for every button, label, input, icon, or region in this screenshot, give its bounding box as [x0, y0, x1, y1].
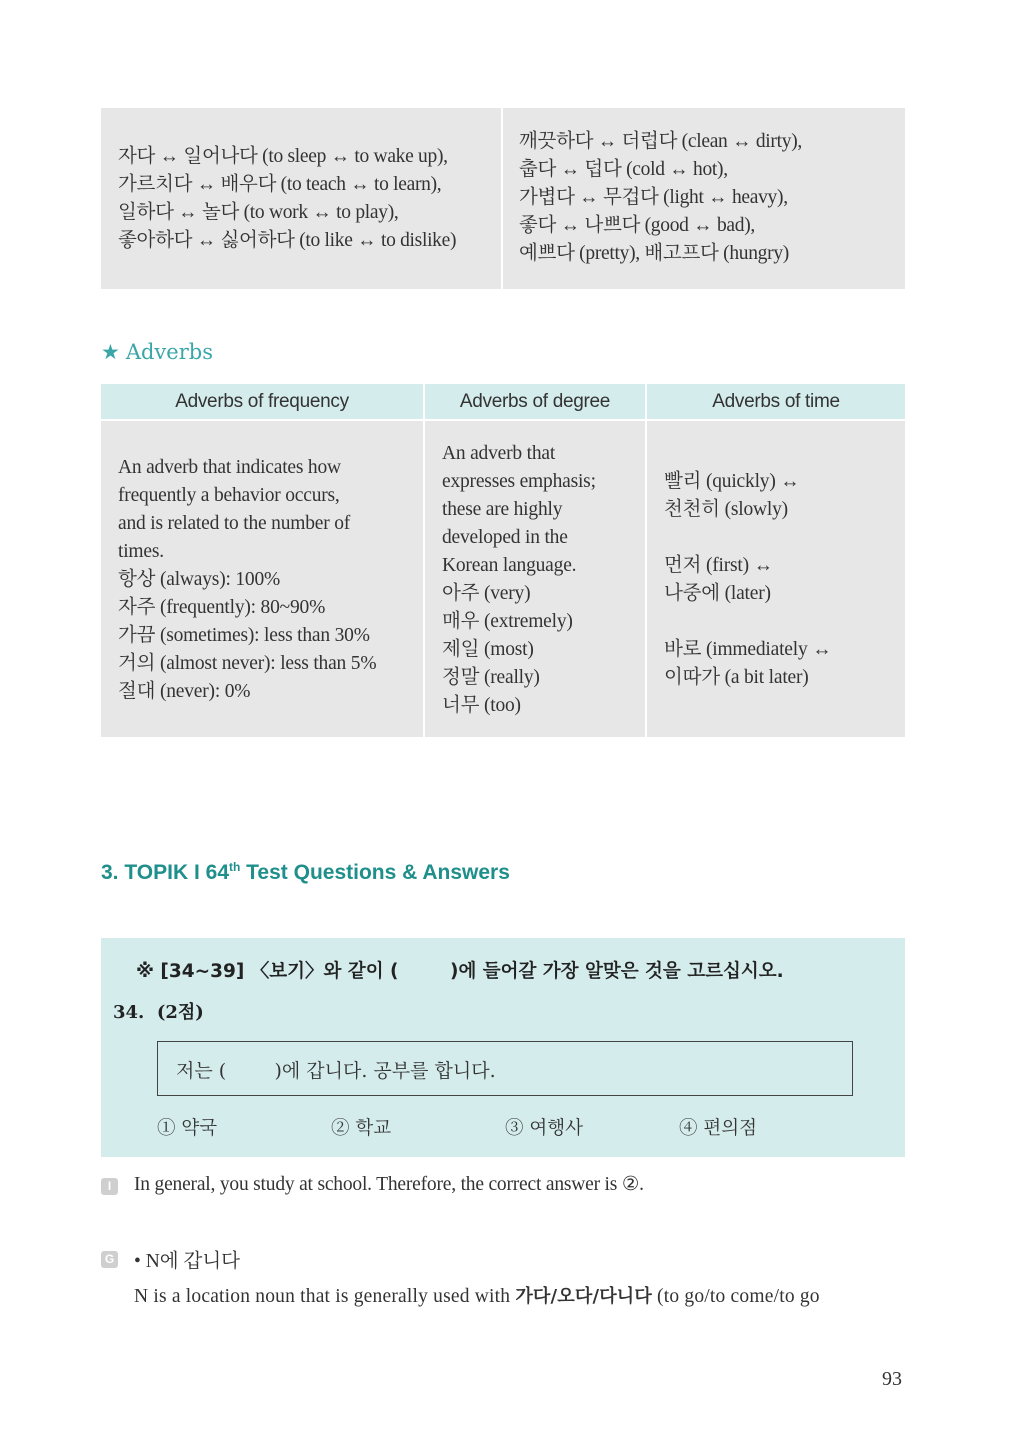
- antonym-line: 깨끗하다 ↔ 더럽다 (clean ↔ dirty),: [519, 131, 802, 152]
- grammar-title: • N에 갑니다: [134, 1251, 241, 1272]
- question-sentence: 저는 ( )에 갑니다. 공부를 합니다.: [176, 1060, 496, 1082]
- adverbs-table-header: [101, 384, 905, 419]
- grammar-badge-icon: G: [101, 1251, 118, 1268]
- question-number: 34. (2점): [113, 1002, 204, 1023]
- antonym-line: 춥다 ↔ 덥다 (cold ↔ hot),: [519, 159, 728, 180]
- page-number: 93: [882, 1368, 902, 1390]
- adverbs-table: [101, 384, 905, 737]
- option-1[interactable]: ① 약국: [157, 1118, 218, 1139]
- section-heading: [101, 860, 510, 885]
- time-line: 빨리 (quickly) ↔: [664, 471, 800, 492]
- header-degree: Adverbs of degree: [425, 384, 645, 419]
- option-4[interactable]: ④ 편의점: [679, 1118, 757, 1139]
- adverbs-table-body: [101, 421, 905, 737]
- answer-explanation: In general, you study at school. Therefore, the correct answer is ②.: [134, 1174, 644, 1195]
- time-line: 천천히 (slowly): [664, 499, 788, 520]
- antonym-line: 자다 ↔ 일어나다 (to sleep ↔ to wake up),: [118, 146, 448, 167]
- frequency-line: 자주 (frequently): 80~90%: [118, 597, 326, 618]
- frequency-line: frequently a behavior occurs,: [118, 485, 340, 506]
- degree-line: 아주 (very): [442, 583, 531, 604]
- time-line: 바로 (immediately ↔: [664, 639, 832, 660]
- grammar-text-after: (to go/to come/to go: [651, 1286, 820, 1307]
- frequency-line: An adverb that indicates how: [118, 457, 341, 478]
- degree-line: 매우 (extremely): [442, 611, 573, 632]
- degree-line: expresses emphasis;: [442, 471, 596, 492]
- frequency-line: 항상 (always): 100%: [118, 569, 281, 590]
- header-frequency: Adverbs of frequency: [101, 384, 423, 419]
- adverbs-heading: [101, 340, 213, 364]
- degree-line: these are highly: [442, 499, 563, 520]
- cell-degree: [425, 421, 645, 737]
- antonym-line: 예쁘다 (pretty), 배고프다 (hungry): [519, 243, 789, 264]
- degree-line: 제일 (most): [442, 639, 534, 660]
- frequency-line: 거의 (almost never): less than 5%: [118, 653, 377, 674]
- answer-badge-icon: I: [101, 1178, 118, 1195]
- frequency-line: 가끔 (sometimes): less than 30%: [118, 625, 370, 646]
- antonym-line: 좋다 ↔ 나쁘다 (good ↔ bad),: [519, 215, 755, 236]
- section-title-suffix: Test Questions & Answers: [240, 861, 510, 884]
- degree-line: Korean language.: [442, 555, 577, 576]
- question-box: [101, 938, 905, 1157]
- time-line: 나중에 (later): [664, 583, 771, 604]
- time-line: 이따가 (a bit later): [664, 667, 809, 688]
- grammar-text-bold: 가다/오다/다니다: [515, 1286, 652, 1307]
- antonym-line: 가볍다 ↔ 무겁다 (light ↔ heavy),: [519, 187, 788, 208]
- antonym-column-left: [101, 108, 503, 289]
- degree-line: 정말 (really): [442, 667, 540, 688]
- frequency-line: and is related to the number of: [118, 513, 351, 534]
- header-time: Adverbs of time: [647, 384, 905, 419]
- star-icon: ★: [101, 340, 120, 364]
- degree-line: 너무 (too): [442, 695, 521, 716]
- cell-frequency: [101, 421, 423, 737]
- cell-time: [647, 421, 905, 737]
- degree-line: An adverb that: [442, 443, 556, 464]
- option-2[interactable]: ② 학교: [331, 1118, 392, 1139]
- grammar-text-before: N is a location noun that is generally used with: [134, 1286, 516, 1307]
- antonym-box: [101, 108, 905, 289]
- time-line: 먼저 (first) ↔: [664, 555, 773, 576]
- option-3[interactable]: ③ 여행사: [505, 1118, 583, 1139]
- antonym-line: 가르치다 ↔ 배우다 (to teach ↔ to learn),: [118, 174, 442, 195]
- antonym-column-right: [503, 108, 905, 289]
- grammar-text: [134, 1282, 820, 1308]
- frequency-line: 절대 (never): 0%: [118, 681, 251, 702]
- antonym-line: 좋아하다 ↔ 싫어하다 (to like ↔ to dislike): [118, 230, 457, 251]
- frequency-line: times.: [118, 541, 164, 562]
- section-title-prefix: 3. TOPIK I 64: [101, 861, 229, 884]
- degree-line: developed in the: [442, 527, 568, 548]
- antonym-line: 일하다 ↔ 놀다 (to work ↔ to play),: [118, 202, 399, 223]
- section-title-sup: th: [229, 860, 241, 874]
- adverbs-heading-text: Adverbs: [125, 340, 213, 364]
- question-sentence-box: [157, 1041, 853, 1096]
- question-instruction: ※ [34~39] 〈보기〉와 같이 ( )에 들어갈 가장 알맞은 것을 고르십시오.: [136, 961, 784, 982]
